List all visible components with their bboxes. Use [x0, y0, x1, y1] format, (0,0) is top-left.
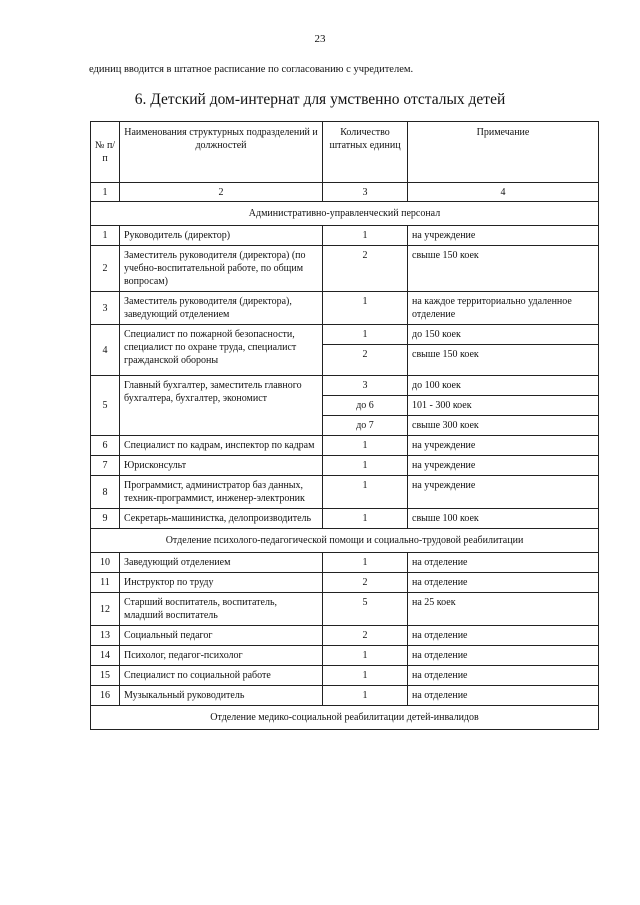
header-qty: Количество штатных единиц [323, 122, 408, 183]
row-name: Руководитель (директор) [120, 226, 323, 246]
row-qty: 1 [323, 646, 408, 666]
table-row [91, 325, 599, 345]
row-qty: 1 [323, 226, 408, 246]
row-num: 16 [91, 686, 120, 706]
table-row [91, 646, 599, 666]
row-qty: 3 [323, 376, 408, 396]
table-header-row [91, 122, 599, 183]
table-row [91, 573, 599, 593]
column-number: 2 [120, 183, 323, 202]
row-note: свыше 300 коек [408, 416, 599, 436]
row-note: на отделение [408, 666, 599, 686]
row-num: 4 [91, 325, 120, 376]
table-row [91, 246, 599, 292]
row-num: 2 [91, 246, 120, 292]
row-name: Музыкальный руководитель [120, 686, 323, 706]
row-qty: 5 [323, 593, 408, 626]
table-row [91, 436, 599, 456]
row-name: Психолог, педагог-психолог [120, 646, 323, 666]
row-num: 5 [91, 376, 120, 436]
row-num: 6 [91, 436, 120, 456]
row-name: Программист, администратор баз данных, техник-программист, инженер-электроник [120, 476, 323, 509]
table-row [91, 509, 599, 529]
row-note: на отделение [408, 553, 599, 573]
row-num: 9 [91, 509, 120, 529]
row-qty: 1 [323, 686, 408, 706]
row-qty: 2 [323, 345, 408, 376]
row-note: на отделение [408, 646, 599, 666]
row-note: свыше 150 коек [408, 345, 599, 376]
row-qty: 1 [323, 553, 408, 573]
row-qty: до 7 [323, 416, 408, 436]
row-num: 15 [91, 666, 120, 686]
row-qty: 1 [323, 325, 408, 345]
table-row [91, 456, 599, 476]
row-note: на учреждение [408, 456, 599, 476]
row-name: Заместитель руководителя (директора) (по учебно-воспитательной работе, по общим вопросам) [120, 246, 323, 292]
row-note: на каждое территориально удаленное отделение [408, 292, 599, 325]
column-number: 1 [91, 183, 120, 202]
row-name: Специалист по кадрам, инспектор по кадрам [120, 436, 323, 456]
staff-table [90, 121, 599, 730]
row-name: Заместитель руководителя (директора), заведующий отделением [120, 292, 323, 325]
row-num: 7 [91, 456, 120, 476]
table-row [91, 226, 599, 246]
header-name: Наименования структурных подразделений и должностей [120, 122, 323, 183]
row-name: Специалист по пожарной безопасности, специалист по охране труда, специалист гражданской обороны [120, 325, 323, 376]
row-note: на отделение [408, 686, 599, 706]
column-number: 4 [408, 183, 599, 202]
row-note: на учреждение [408, 436, 599, 456]
row-num: 14 [91, 646, 120, 666]
header-note: Примечание [408, 122, 599, 183]
section-title: Отделение психолого-педагогической помощи и социально-трудовой реабилитации [91, 529, 599, 553]
row-num: 3 [91, 292, 120, 325]
row-qty: 1 [323, 292, 408, 325]
row-note: на отделение [408, 573, 599, 593]
row-note: на учреждение [408, 476, 599, 509]
row-note: на 25 коек [408, 593, 599, 626]
section-row [91, 706, 599, 730]
row-note: 101 - 300 коек [408, 396, 599, 416]
row-name: Инструктор по труду [120, 573, 323, 593]
table-row [91, 553, 599, 573]
column-numbers-row [91, 183, 599, 202]
row-note: свыше 100 коек [408, 509, 599, 529]
row-num: 8 [91, 476, 120, 509]
row-name: Секретарь-машинистка, делопроизводитель [120, 509, 323, 529]
table-row [91, 626, 599, 646]
row-qty: 2 [323, 246, 408, 292]
section-row [91, 202, 599, 226]
row-num: 1 [91, 226, 120, 246]
row-note: на учреждение [408, 226, 599, 246]
table-row [91, 593, 599, 626]
row-qty: 1 [323, 476, 408, 509]
table-row [91, 476, 599, 509]
row-qty: 2 [323, 626, 408, 646]
row-name: Юрисконсульт [120, 456, 323, 476]
section-title: Отделение медико-социальной реабилитации детей-инвалидов [91, 706, 599, 730]
row-qty: 1 [323, 436, 408, 456]
table-row [91, 686, 599, 706]
page-number: 23 [314, 33, 326, 45]
row-num: 10 [91, 553, 120, 573]
row-note: до 100 коек [408, 376, 599, 396]
row-num: 13 [91, 626, 120, 646]
row-name: Старший воспитатель, воспитатель, младший воспитатель [120, 593, 323, 626]
row-note: свыше 150 коек [408, 246, 599, 292]
row-name: Социальный педагог [120, 626, 323, 646]
row-qty: 1 [323, 509, 408, 529]
section-title: Административно-управленческий персонал [91, 202, 599, 226]
table-row [91, 666, 599, 686]
row-num: 11 [91, 573, 120, 593]
intro-text: единиц вводится в штатное расписание по согласованию с учредителем. [89, 64, 414, 75]
row-qty: 1 [323, 456, 408, 476]
row-num: 12 [91, 593, 120, 626]
column-number: 3 [323, 183, 408, 202]
table-row [91, 376, 599, 396]
row-qty: до 6 [323, 396, 408, 416]
row-name: Заведующий отделением [120, 553, 323, 573]
header-num: № п/п [91, 122, 120, 183]
table-row [91, 292, 599, 325]
row-qty: 2 [323, 573, 408, 593]
row-note: до 150 коек [408, 325, 599, 345]
row-name: Специалист по социальной работе [120, 666, 323, 686]
section-row [91, 529, 599, 553]
document-title: 6. Детский дом-интернат для умственно отсталых детей [134, 91, 506, 108]
row-note: на отделение [408, 626, 599, 646]
row-name: Главный бухгалтер, заместитель главного бухгалтера, бухгалтер, экономист [120, 376, 323, 436]
row-qty: 1 [323, 666, 408, 686]
